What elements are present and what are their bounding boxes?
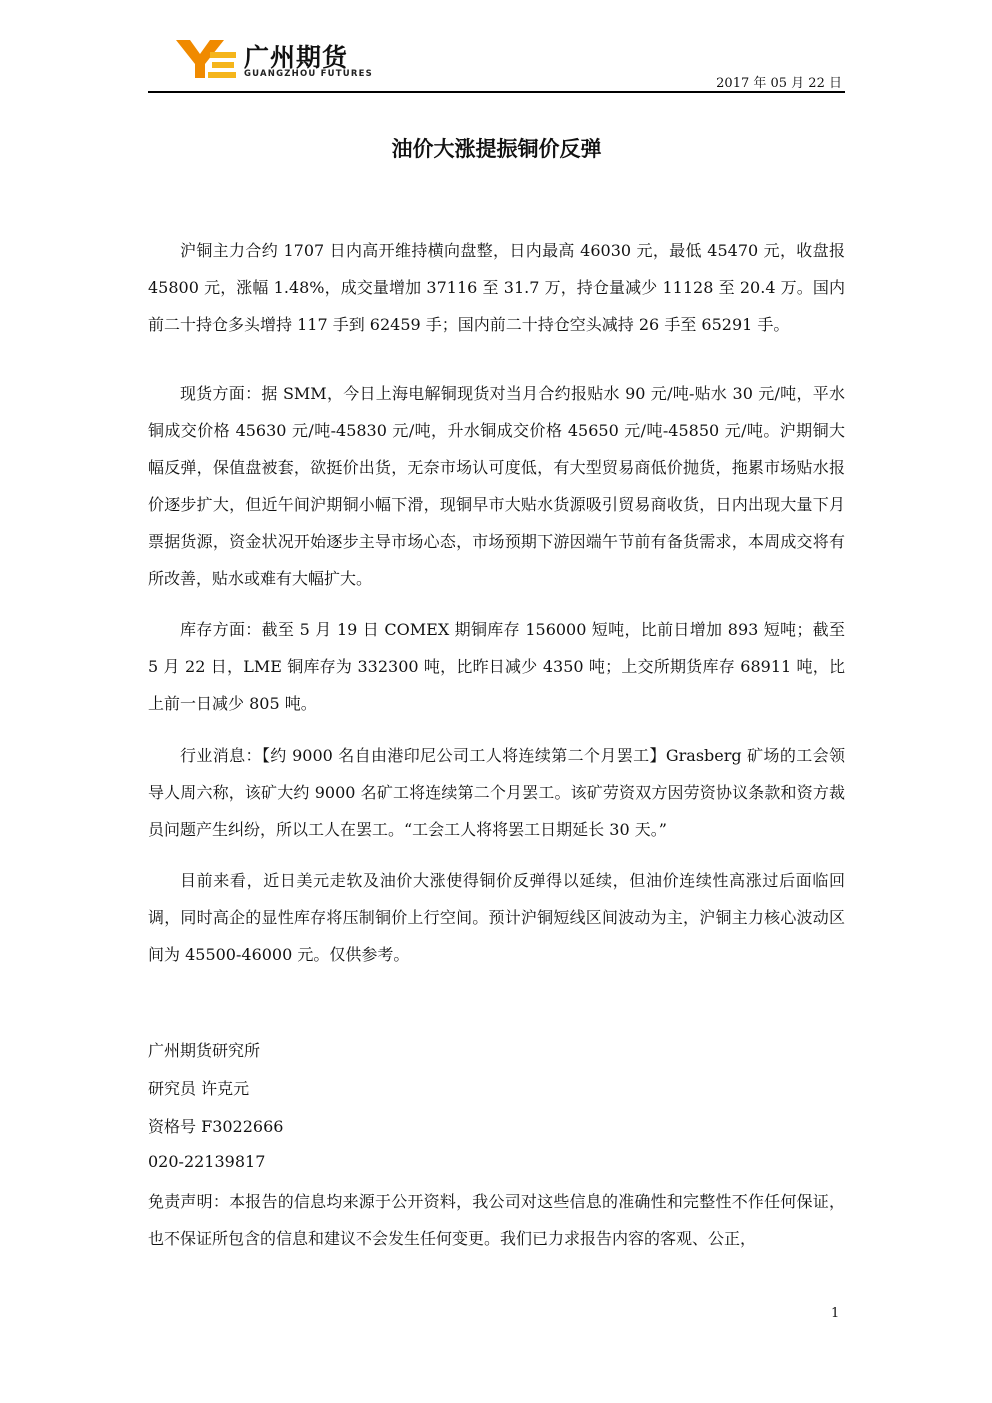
gzf-logo-mark-icon bbox=[176, 40, 238, 80]
header-divider bbox=[148, 91, 845, 93]
researcher-name: 研究员 许克元 bbox=[148, 1079, 250, 1098]
disclaimer: 免责声明：本报告的信息均来源于公开资料，我公司对这些信息的准确性和完整性不作任何保证，也不保证所包含的信息和建议不会发生任何变更。我们已力求报告内容的客观、公正， bbox=[148, 1192, 845, 1248]
page-number: 1 bbox=[831, 1306, 840, 1321]
report-date: 2017 年 05 月 22 日 bbox=[716, 76, 842, 91]
report-title: 油价大涨提振铜价反弹 bbox=[391, 137, 602, 161]
paragraph-market-summary: 沪铜主力合约 1707 日内高开维持横向盘整，日内最高 46030 元，最低 45470 元，收盘报 45800 元，涨幅 1.48%，成交量增加 37116 至 31.7 万，持仓量减少 11128 至 20.4 万。国内前二十持仓多头增持 117 手到 62459 手；国内前二十持仓空头减持 26 手至 65291 手。 bbox=[148, 241, 845, 334]
paragraph-outlook: 目前来看，近日美元走软及油价大涨使得铜价反弹得以延续，但油价连续性高涨过后面临回调，同时高企的显性库存将压制铜价上行空间。预计沪铜短线区间波动为主，沪铜主力核心波动区间为 45500-46000 元。仅供参考。 bbox=[148, 871, 845, 964]
paragraph-inventory: 库存方面：截至 5 月 19 日 COMEX 期铜库存 156000 短吨，比前日增加 893 短吨；截至 5 月 22 日，LME 铜库存为 332300 吨，比昨日减少 4350 吨；上交所期货库存 68911 吨，比上前一日减少 805 吨。 bbox=[148, 620, 845, 713]
paragraph-spot: 现货方面：据 SMM，今日上海电解铜现货对当月合约报贴水 90 元/吨-贴水 30 元/吨，平水铜成交价格 45630 元/吨-45830 元/吨，升水铜成交价格 45650 元/吨-45850 元/吨。沪期铜大幅反弹，保值盘被套，欲挺价出货，无奈市场认可度低，有大型贸易商低价抛货，拖累市场贴水报价逐步扩大，但近午间沪期铜小幅下滑，现铜早市大贴水货源吸引贸易商收货，日内出现大量下月票据货源，资金状况开始逐步主导市场心态，市场预期下游因端午节前有备货需求，本周成交将有所改善，贴水或难有大幅扩大。 bbox=[148, 384, 845, 588]
logo-chinese-name: 广州期货 bbox=[244, 43, 349, 72]
license-number: 资格号 F3022666 bbox=[148, 1117, 284, 1136]
company-logo bbox=[176, 38, 376, 84]
logo-english-name: GUANGZHOU FUTURES bbox=[244, 69, 373, 79]
paragraph-industry-news: 行业消息：【约 9000 名自由港印尼公司工人将连续第二个月罢工】Grasberg 矿场的工会领导人周六称，该矿大约 9000 名矿工将连续第二个月罢工。该矿劳资双方因劳资协议条款和资方裁员问题产生纠纷，所以工人在罢工。“工会工人将将罢工日期延长 30 天。” bbox=[148, 746, 845, 839]
phone-number: 020-22139817 bbox=[148, 1152, 266, 1171]
institute-name: 广州期货研究所 bbox=[148, 1041, 261, 1060]
